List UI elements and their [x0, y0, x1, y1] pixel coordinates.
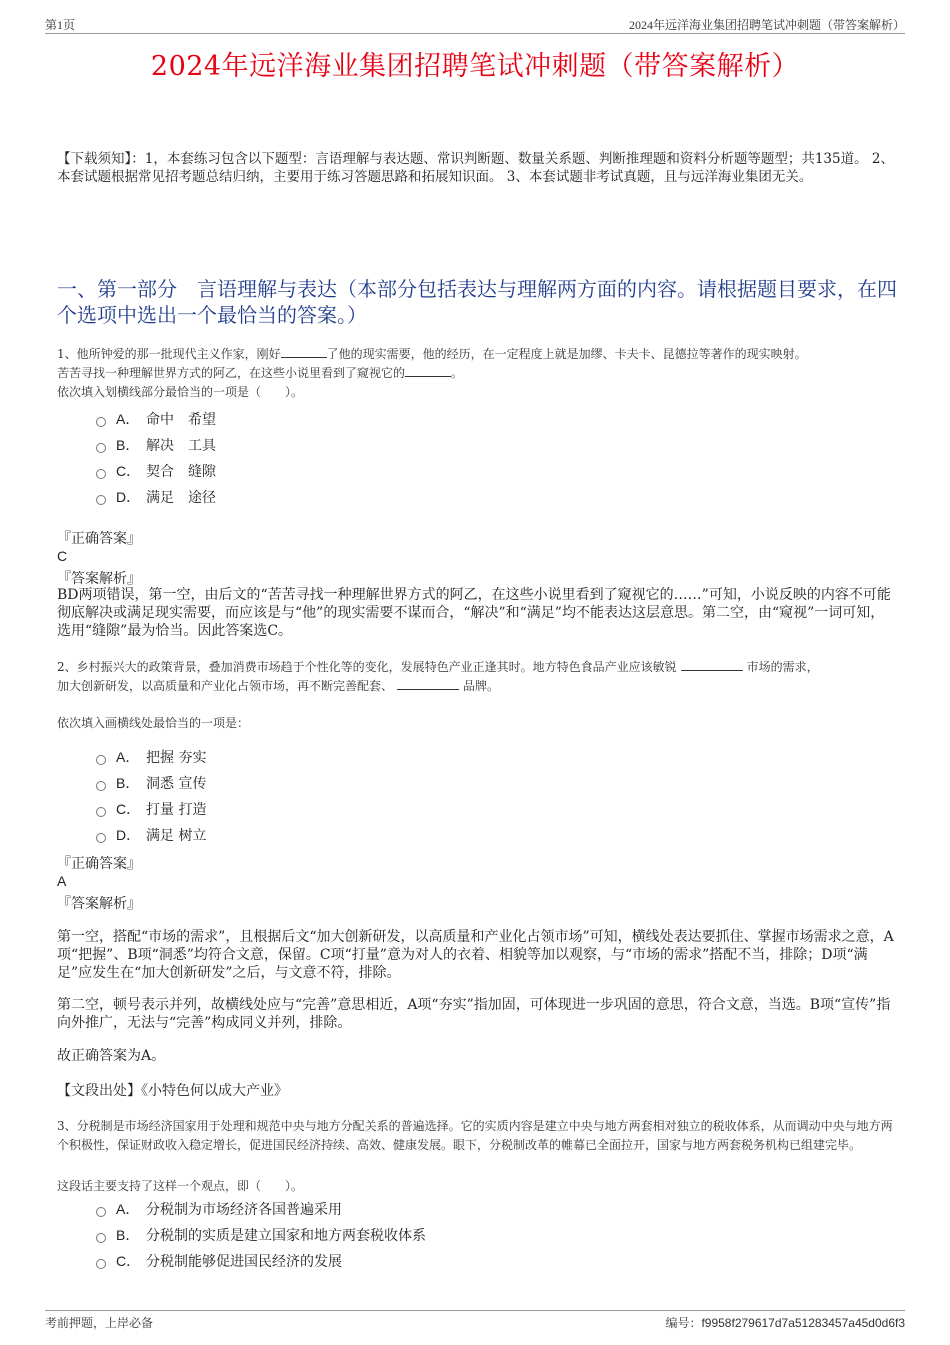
question-2-stem: 2、乡村振兴大的政策背景，叠加消费市场趋于个性化等的变化，发展特色产业正逢其时。地方特色食品产业应该敏锐 市场的需求， 加大创新研发，以高质量和产业化占领市场，再不断完善配套、 品牌。 [57, 660, 819, 693]
q2-option-b[interactable]: B． 洞悉 宣传 [96, 772, 206, 794]
section-title: 一、第一部分 言语理解与表达（本部分包括表达与理解两方面的内容。请根据题目要求，在四个选项中选出一个最恰当的答案。） [57, 277, 897, 327]
radio-icon[interactable] [96, 1233, 106, 1243]
blank-1 [281, 345, 327, 358]
q2-option-d[interactable]: D． 满足 树立 [96, 824, 206, 846]
q3-option-c[interactable]: C． 分税制能够促进国民经济的发展 [96, 1250, 342, 1272]
footer-divider [45, 1310, 905, 1311]
footer-doc-id: 编号：f9958f279617d7a51283457a45d0d6f3 [665, 1316, 905, 1330]
radio-icon[interactable] [96, 469, 106, 479]
radio-icon[interactable] [96, 833, 106, 843]
page-title: 2024年远洋海业集团招聘笔试冲刺题（带答案解析） [150, 51, 800, 82]
radio-icon[interactable] [96, 495, 106, 505]
q2-answer-label: 『正确答案』 [57, 856, 141, 872]
q2-option-c[interactable]: C． 打量 打造 [96, 798, 206, 820]
radio-icon[interactable] [96, 755, 106, 765]
question-3-prompt: 这段话主要支持了这样一个观点，即（ ）。 [57, 1179, 304, 1193]
q1-answer: C [57, 548, 68, 564]
footer-slogan: 考前押题，上岸必备 [45, 1316, 154, 1330]
question-2-instruction: 依次填入画横线处最恰当的一项是： [57, 716, 250, 730]
q1-analysis-label: 『答案解析』 [57, 571, 141, 587]
q3-option-a[interactable]: A． 分税制为市场经济各国普遍采用 [96, 1198, 342, 1220]
q2-option-a[interactable]: A． 把握 夯实 [96, 746, 206, 768]
radio-icon[interactable] [96, 1207, 106, 1217]
q1-option-a[interactable]: A． 命中 希望 [96, 408, 216, 430]
q1-analysis: BD两项错误，第一空，由后文的“苦苦寻找一种理解世界方式的阿乙，在这些小说里看到了窥视它的……”可知，小说反映的内容不可能彻底解决或满足现实需要，而应该是与“他”的现实需要不谋而合，“解决”和“满足”均不能表达这层意思。第二空，由“窥视”一词可知，选用“缝隙”最为恰当。因此答案选C。 [57, 587, 891, 639]
blank-2 [397, 677, 459, 690]
radio-icon[interactable] [96, 443, 106, 453]
download-notice: 【下载须知】：1，本套练习包含以下题型：言语理解与表达题、常识判断题、数量关系题、判断推理题和资料分析题等题型；共135道。 2、本套试题根据常见招考题总结归纳，主要用于练习答题思路和拓展知识面。 3、本套试题非考试真题，且与远洋海业集团无关。 [57, 151, 894, 185]
running-title: 2024年远洋海业集团招聘笔试冲刺题（带答案解析） [628, 18, 905, 32]
question-1-stem: 1、他所钟爱的那一批现代主义作家，刚好 了他的现实需要，他的经历，在一定程度上就是加缪、卡夫卡、昆德拉等著作的现实映射。 苦苦寻找一种理解世界方式的阿乙，在这些小说里看到了窥视它的 。 依次填入划横线部分最恰当的一项是（ ）。 [57, 347, 807, 399]
q2-analysis-conclusion: 故正确答案为A。 [57, 1048, 166, 1064]
radio-icon[interactable] [96, 417, 106, 427]
q1-answer-label: 『正确答案』 [57, 531, 141, 547]
blank-1 [681, 658, 743, 671]
radio-icon[interactable] [96, 1259, 106, 1269]
q2-source: 【文段出处】《小特色何以成大产业》 [57, 1083, 288, 1099]
q1-option-c[interactable]: C． 契合 缝隙 [96, 460, 216, 482]
header-divider [45, 33, 905, 34]
q1-option-b[interactable]: B． 解决 工具 [96, 434, 216, 456]
radio-icon[interactable] [96, 781, 106, 791]
radio-icon[interactable] [96, 807, 106, 817]
question-3-stem: 3、分税制是市场经济国家用于处理和规范中央与地方分配关系的普遍选择。它的实质内容是建立中央与地方两套相对独立的税收体系，从而调动中央与地方两个积极性，保证财政收入稳定增长，促进国民经济持续、高效、健康发展。眼下，分税制改革的帷幕已全面拉开，国家与地方两套税务机构已组建完毕。 [57, 1119, 893, 1152]
blank-2 [405, 364, 451, 377]
q1-option-d[interactable]: D． 满足 途径 [96, 486, 216, 508]
q2-analysis-para-1: 第一空，搭配“市场的需求”，且根据后文“加大创新研发，以高质量和产业化占领市场”可知，横线处表达要抓住、掌握市场需求之意，A项“把握”、B项“洞悉”均符合文意，保留。C项“打量”意为对人的衣着、相貌等加以观察，与“市场的需求”搭配不当，排除；D项“满足”应发生在“加大创新研发”之后，与文意不符，排除。 [57, 929, 894, 981]
q2-answer: A [57, 873, 67, 889]
q3-option-b[interactable]: B． 分税制的实质是建立国家和地方两套税收体系 [96, 1224, 426, 1246]
q2-analysis-para-2: 第二空，顿号表示并列，故横线处应与“完善”意思相近，A项“夯实”指加固，可体现进一步巩固的意思，符合文意，当选。B项“宣传”指向外推广，无法与“完善”构成同义并列，排除。 [57, 997, 891, 1031]
q2-analysis-label: 『答案解析』 [57, 896, 141, 912]
page-number: 第1页 [45, 18, 76, 32]
